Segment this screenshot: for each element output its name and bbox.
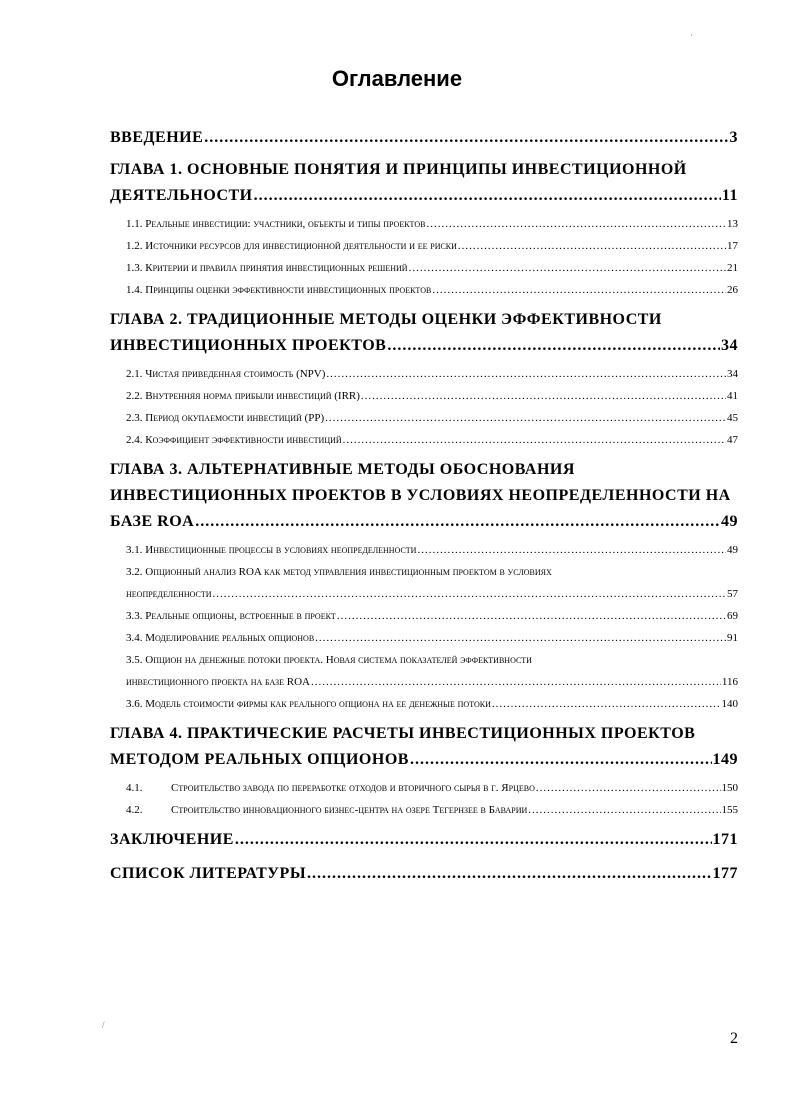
toc-chapter-2: ГЛАВА 2. ТРАДИЦИОННЫЕ МЕТОДЫ ОЦЕНКИ ЭФФЕКТИВНОСТИ ИНВЕСТИЦИОННЫХ ПРОЕКТОВ ..... 34 (110, 307, 738, 359)
toc-chapter-4: ГЛАВА 4. ПРАКТИЧЕСКИЕ РАСЧЕТЫ ИНВЕСТИЦИОННЫХ ПРОЕКТОВ МЕТОДОМ РЕАЛЬНЫХ ОПЦИОНОВ ..... 149 (110, 721, 738, 773)
toc-entry-introduction[interactable]: ВВЕДЕНИЕ ..... 3 (110, 125, 738, 151)
toc-section[interactable]: 2.1. Чистая приведенная стоимость (NPV) ..... 34 (126, 363, 738, 385)
toc-entry-chapter-3[interactable]: БАЗЕ ROA ..... 49 (110, 509, 738, 535)
toc-section[interactable]: 2.2. Внутренняя норма прибыли инвестиций (IRR) ..... 41 (126, 385, 738, 407)
toc-section[interactable]: 2.3. Период окупаемости инвестиций (PP) ..... 45 (126, 407, 738, 429)
toc-entry-chapter-4[interactable]: МЕТОДОМ РЕАЛЬНЫХ ОПЦИОНОВ ..... 149 (110, 747, 738, 773)
toc-section[interactable]: 1.1. Реальные инвестиции: участники, объекты и типы проектов ..... 13 (126, 213, 738, 235)
scan-speck: · (690, 30, 693, 40)
toc-section[interactable]: 3.3. Реальные опционы, встроенные в проект ..... 69 (126, 605, 738, 627)
toc-section[interactable]: 4.2. Строительство инновационного бизнес-центра на озере Тегернзее в Баварии ..... 155 (126, 799, 738, 821)
toc-section[interactable]: инвестиционного проекта на базе ROA ..... 116 (126, 671, 738, 693)
toc-section[interactable]: 3.4. Моделирование реальных опционов ..... 91 (126, 627, 738, 649)
toc-section[interactable]: 1.2. Источники ресурсов для инвестиционной деятельности и ее риски ..... 17 (126, 235, 738, 257)
dot-leader (254, 183, 721, 209)
toc-section[interactable]: 1.3. Критерии и правила принятия инвестиционных решений ..... 21 (126, 257, 738, 279)
page-title: Оглавление (331, 66, 463, 91)
toc-entry-chapter-1[interactable]: ДЕЯТЕЛЬНОСТИ ..... 11 (110, 183, 738, 209)
toc-section[interactable]: неопределенности ..... 57 (126, 583, 738, 605)
toc-entry-chapter-2[interactable]: ИНВЕСТИЦИОННЫХ ПРОЕКТОВ ..... 34 (110, 333, 738, 359)
toc-section[interactable]: 2.4. Коэффициент эффективности инвестиций ..... 47 (126, 429, 738, 451)
dot-leader (204, 125, 728, 151)
toc-chapter-1-sections (110, 213, 738, 301)
toc-section[interactable]: 4.1. Строительство завода по переработке отходов и вторичного сырья в г. Ярцево ..... 150 (126, 777, 738, 799)
toc-entry-conclusion[interactable]: ЗАКЛЮЧЕНИЕ ..... 171 (110, 827, 738, 853)
table-of-contents (110, 125, 738, 891)
toc-entry-references[interactable]: СПИСОК ЛИТЕРАТУРЫ ..... 177 (110, 861, 738, 887)
toc-section[interactable]: 1.4. Принципы оценки эффективности инвестиционных проектов ..... 26 (126, 279, 738, 301)
page-number: 2 (730, 1030, 738, 1047)
toc-section[interactable]: 3.6. Модель стоимости фирмы как реального опциона на ее денежные потоки ..... 140 (126, 693, 738, 715)
toc-chapter-4-sections (110, 777, 738, 821)
toc-section[interactable]: 3.1. Инвестиционные процессы в условиях неопределенности ..... 49 (126, 539, 738, 561)
toc-chapter-2-sections (110, 363, 738, 451)
toc-chapter-3-sections: 3.1. Инвестиционные процессы в условиях неопределенности ..... 49 3.2. Опционный анализ ROA как метод управления инвестиционным проектом в условиях неопределенности ..... 57 3.3. Реальные опционы, встроенные в проект ..... 69 3.4. Моделирование реальных опционов ..... 91 3.5. Опцион на денежные потоки проекта. Новая система показателей эффективности инвестиционного проекта на базе ROA ..... 116 3.6. Модель стоимости фирмы как реального опциона на ее денежные потоки ..... 140 (110, 539, 738, 715)
toc-chapter-1: ГЛАВА 1. ОСНОВНЫЕ ПОНЯТИЯ И ПРИНЦИПЫ ИНВЕСТИЦИОННОЙ ДЕЯТЕЛЬНОСТИ ..... 11 (110, 157, 738, 209)
toc-chapter-3: ГЛАВА 3. АЛЬТЕРНАТИВНЫЕ МЕТОДЫ ОБОСНОВАНИЯ ИНВЕСТИЦИОННЫХ ПРОЕКТОВ В УСЛОВИЯХ НЕОПРЕДЕЛЕННОСТИ НА БАЗЕ ROA ..... 49 (110, 457, 738, 535)
scan-speck: / (102, 1020, 105, 1030)
